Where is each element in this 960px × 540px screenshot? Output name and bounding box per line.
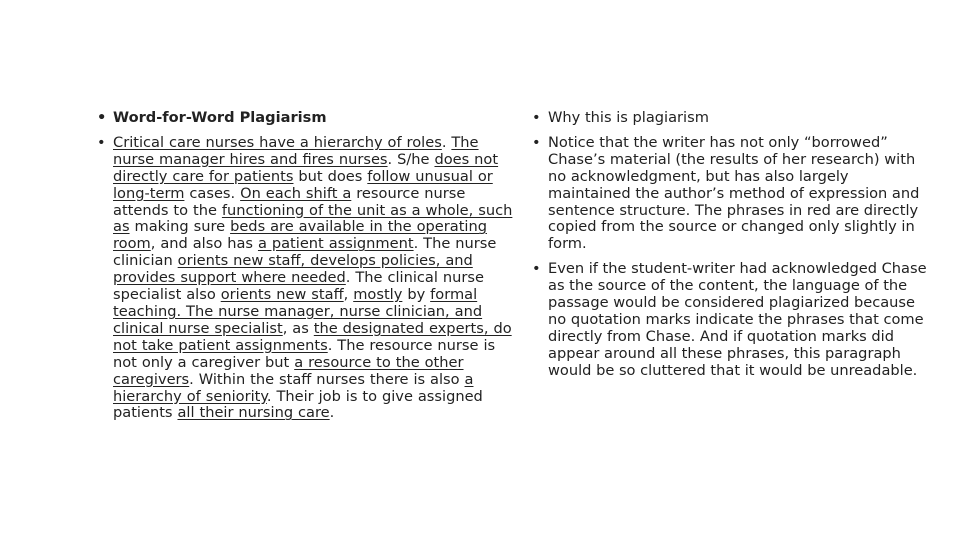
paragraph-text: , as [282,319,314,337]
paragraph-text: cases. [184,184,241,202]
paragraph-text: . The clinical nurse specialist also [113,269,484,304]
left-heading: • Word-for-Word Plagiarism [95,110,520,127]
paragraph-text: . [441,133,452,151]
copied-phrase: a hierarchy of seniority [113,370,474,405]
copied-phrase: the designated experts, do not take patient assignments [113,319,512,354]
paragraph-text: making sure [129,218,231,236]
paragraph-text: . The resource nurse is not only a caregiver but [113,336,496,371]
left-bullet-list [95,110,520,422]
copied-phrase: orients new staff [220,286,344,304]
copied-phrase: all their nursing care [177,404,330,422]
plagiarized-paragraph [95,135,520,422]
paragraph-text: resource nurse attends to the [113,184,466,219]
left-column [95,110,520,422]
copied-phrase: functioning of the unit as a whole, such as [113,201,513,236]
paragraph-text: . [329,404,335,422]
copied-phrase: a patient assignment [257,235,414,253]
paragraph-text: . Within the staff nurses there is also [189,370,465,388]
paragraph-text: , and also has [150,235,258,253]
copied-phrase: a resource to the other caregivers [113,353,464,388]
paragraph-text: by [402,286,431,304]
copied-phrase: Critical care nurses have a hierarchy of roles [113,133,442,151]
right-bullet-list [530,110,935,380]
right-heading: • Why this is plagiarism [530,110,935,127]
copied-phrase: mostly [353,286,403,304]
paragraph-text: . S/he [387,150,435,168]
copied-phrase: formal teaching. The nurse manager, nurse clinician, and clinical nurse specialist [113,286,483,337]
paragraph-text: , [343,286,354,304]
explanation-point-1: • Notice that the writer has not only “borrowed” Chase’s material (the results of her research) with no acknowledgment, but has also largely maintained the author’s method of expression and sentence structure. The phrases in red are directly copied from the source or changed only slightly in form. [530,135,935,253]
copied-phrase: orients new staff, develops policies, and provides support where needed [113,252,473,287]
copied-phrase: follow unusual or long-term [113,167,493,202]
paragraph-text: . The nurse clinician [113,235,497,270]
copied-phrase: The nurse manager hires and fires nurses [113,133,479,168]
copied-phrase: beds are available in the operating room [113,218,487,253]
copied-phrase: does not directly care for patients [113,150,499,185]
copied-phrase: On each shift a [240,184,352,202]
right-column [530,110,935,380]
paragraph-text: but does [293,167,368,185]
paragraph-text: . Their job is to give assigned patients [113,387,483,422]
explanation-point-2: • Even if the student-writer had acknowledged Chase as the source of the content, the language of the passage would be considered plagiarized because no quotation marks indicate the phrases that come directly from Chase. And if quotation marks did appear around all these phrases, this paragraph would be so cluttered that it would be unreadable. [530,261,935,379]
